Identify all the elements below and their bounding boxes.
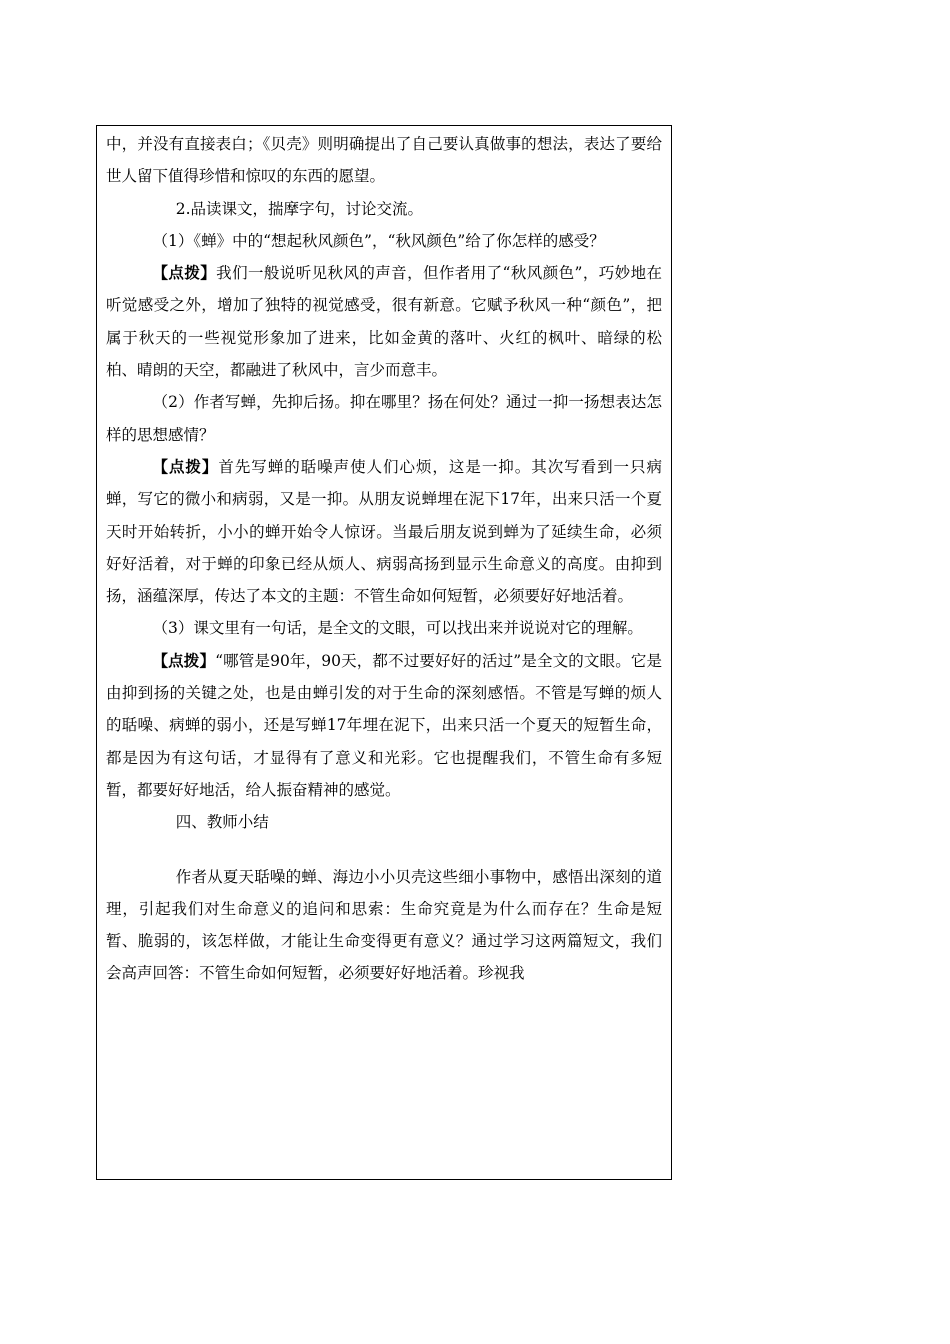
paragraph-2: 2.品读课文，揣摩字句，讨论交流。 xyxy=(175,199,424,218)
hint-tag: 【点拨】 xyxy=(152,263,217,283)
hint-tag: 【点拨】 xyxy=(152,650,216,670)
section-heading-summary: 四、教师小结 xyxy=(175,813,269,832)
teacher-summary: 作者从夏天聒噪的蝉、海边小小贝壳这些细小事物中，感悟出深刻的道理，引起我们对生命意义的追问和思索：生命究竟是为什么而存在？生命是短暂、脆弱的，该怎样做，才能让生命变得更有意义？通过学习这两篇短文，我们会高声回答：不管生命如何短暂，必须要好好地活着。珍视我 xyxy=(106,867,662,983)
question-1: （1）《蝉》中的“想起秋风颜色”，“秋风颜色”给了你怎样的感受？ xyxy=(152,231,605,250)
hint-tag: 【点拨】 xyxy=(152,456,219,476)
hint-1 xyxy=(106,257,662,386)
question-2: （2）作者写蝉，先抑后扬。抑在哪里？扬在何处？通过一抑一扬想表达怎样的思想感情？ xyxy=(106,393,662,444)
question-3: （3）课文里有一句话，是全文的文眼，可以找出来并说说对它的理解。 xyxy=(152,619,643,638)
content-table-cell xyxy=(96,125,672,1180)
hint-3 xyxy=(106,645,662,806)
hint-text: 我们一般说听见秋风的声音，但作者用了“秋风颜色”，巧妙地在听觉感受之外，增加了独特的视觉感受，很有新意。它赋予秋风一种“颜色”，把属于秋天的一些视觉形象加了进来，比如金黄的落叶、火红的枫叶、暗绿的松柏、晴朗的天空，都融进了秋风中，言少而意丰。 xyxy=(106,264,662,380)
lesson-text xyxy=(106,128,662,990)
paragraph-1: 中，并没有直接表白；《贝壳》则明确提出了自己要认真做事的想法，表达了要给世人留下值得珍惜和惊叹的东西的愿望。 xyxy=(106,135,662,186)
spacer xyxy=(106,839,662,861)
hint-text: “哪管是90年，90天，都不过要好好的活过”是全文的文眼。它是由抑到扬的关键之处，也是由蝉引发的对于生命的深刻感悟。不管是写蝉的烦人的聒噪、病蝉的弱小，还是写蝉17年埋在泥下，出来只活一个夏天的短暂生命，都是因为有这句话，才显得有了意义和光彩。它也提醒我们，不管生命有多短暂，都要好好地活，给人振奋精神的感觉。 xyxy=(106,651,662,799)
hint-text: 首先写蝉的聒噪声使人们心烦，这是一抑。其次写看到一只病蝉，写它的微小和病弱，又是一抑。从朋友说蝉埋在泥下17年，出来只活一个夏天时开始转折，小小的蝉开始令人惊讶。当最后朋友说到蝉为了延续生命，必须好好活着，对于蝉的印象已经从烦人、病弱高扬到显示生命意义的高度。由抑到扬，涵蕴深厚，传达了本文的主题：不管生命如何短暂，必须要好好地活着。 xyxy=(106,457,662,606)
hint-2 xyxy=(106,451,662,612)
